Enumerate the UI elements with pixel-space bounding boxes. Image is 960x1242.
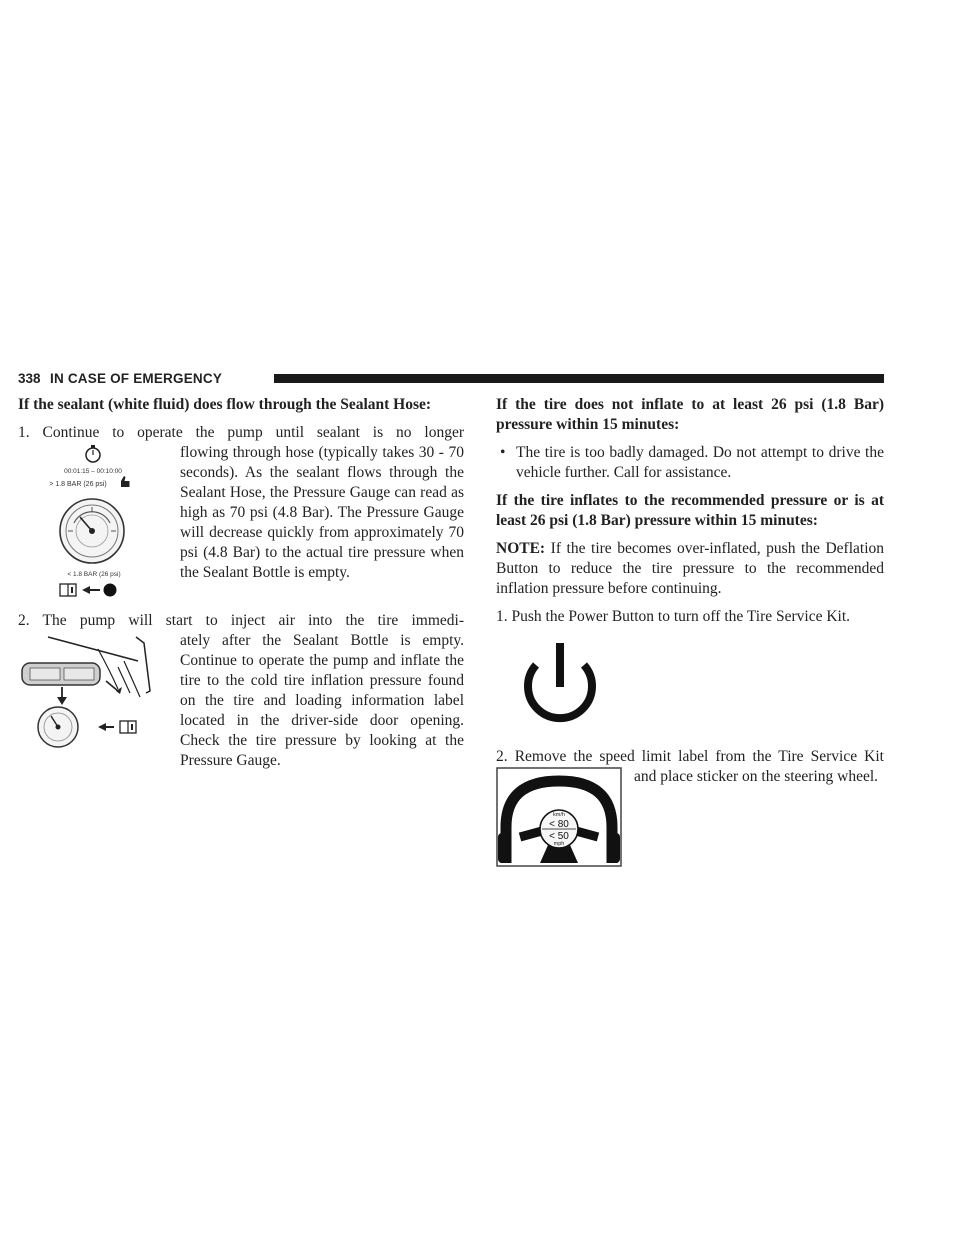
page-number: 338 — [18, 371, 41, 386]
right-step-2 — [496, 747, 884, 867]
sticker-unit-top: km/h — [553, 812, 565, 818]
right-step-1: 1. Push the Power Button to turn off the Tire Service Kit. — [496, 608, 851, 625]
left-step-1-text: flowing through hose (typically takes 30 - 70 seconds). As the sealant flows through the Sealant Hose, the Pressure Gauge can read as high as 70 psi (4.8 Bar). The Pressure Gauge will decrease quickly from approximately 70 psi (4.8 Bar) to the actual tire pressure when the Sealant Bottle is empty. — [180, 444, 464, 581]
bullet-text: The tire is too badly damaged. Do not attempt to drive the vehicle further. Call for assistance. — [516, 444, 884, 481]
manual-icon — [120, 721, 136, 733]
inflates-heading: If the tire inflates to the recommended pressure or is at least 26 psi (1.8 Bar) pressure within 15 minutes: — [496, 492, 884, 529]
sealant-flow-heading: If the sealant (white fluid) does flow through the Sealant Hose: — [18, 396, 432, 413]
pressure-gauge-figure — [18, 443, 180, 603]
pressure-gauge-icon — [38, 707, 78, 747]
power-icon — [510, 637, 610, 737]
door-opening-illustration — [22, 637, 150, 705]
button-dot-icon — [104, 584, 117, 597]
left-step-2-first-line: 2. The pump will start to inject air into the tire immedi- — [18, 612, 464, 629]
sticker-unit-bottom: mph — [553, 841, 565, 847]
timer-label: 00:01:15 – 00:10:00 — [64, 468, 122, 475]
left-step-1-first-line: 1. Continue to operate the pump until sealant is no longer — [18, 424, 464, 441]
low-pressure-label: < 1.8 BAR (26 psi) — [67, 571, 121, 578]
manual-icon — [60, 584, 76, 596]
note-text: If the tire becomes over-inflated, push the Deflation Button to reduce the tire pressure to the recommended inflation pressure before continuing. — [496, 540, 885, 597]
bullet-dot: • — [500, 444, 506, 461]
bullet-item — [496, 443, 884, 483]
note-label: NOTE: — [496, 540, 546, 557]
left-step-1 — [18, 423, 464, 603]
not-inflate-heading: If the tire does not inflate to at least 26 psi (1.8 Bar) pressure within 15 minutes: — [496, 396, 884, 433]
right-step-2-text: and place sticker on the steering wheel. — [634, 768, 879, 785]
left-step-2 — [18, 611, 464, 771]
power-button-figure — [510, 637, 884, 737]
sticker-top-value: < 80 — [549, 819, 569, 830]
note-paragraph — [496, 539, 884, 599]
speed-sticker — [540, 810, 578, 848]
left-column — [18, 395, 464, 771]
arrow-left-icon — [82, 586, 100, 594]
arrow-left-icon — [98, 723, 114, 731]
left-step-2-text: ately after the Sealant Bottle is empty. Continue to operate the pump and inflate the tire to the cold tire inflation pressure found on the tire and loading information label located in the driver-side door opening. Check the tire pressure by looking at the Pressure Gauge. — [180, 632, 464, 769]
right-step-2-first-line: 2. Remove the speed limit label from the Tire Service Kit — [496, 748, 884, 765]
sticker-bottom-value: < 50 — [549, 831, 569, 842]
right-column — [496, 395, 884, 867]
steering-sticker-figure — [496, 767, 634, 867]
tire-label-figure — [18, 631, 180, 771]
stopwatch-icon — [86, 445, 100, 462]
high-pressure-label: > 1.8 BAR (26 psi) — [49, 481, 107, 488]
thumbs-up-icon — [121, 476, 130, 487]
header-rule — [274, 374, 884, 383]
section-title: IN CASE OF EMERGENCY — [50, 371, 223, 386]
page-header — [18, 370, 884, 388]
pressure-gauge-icon — [60, 499, 124, 563]
